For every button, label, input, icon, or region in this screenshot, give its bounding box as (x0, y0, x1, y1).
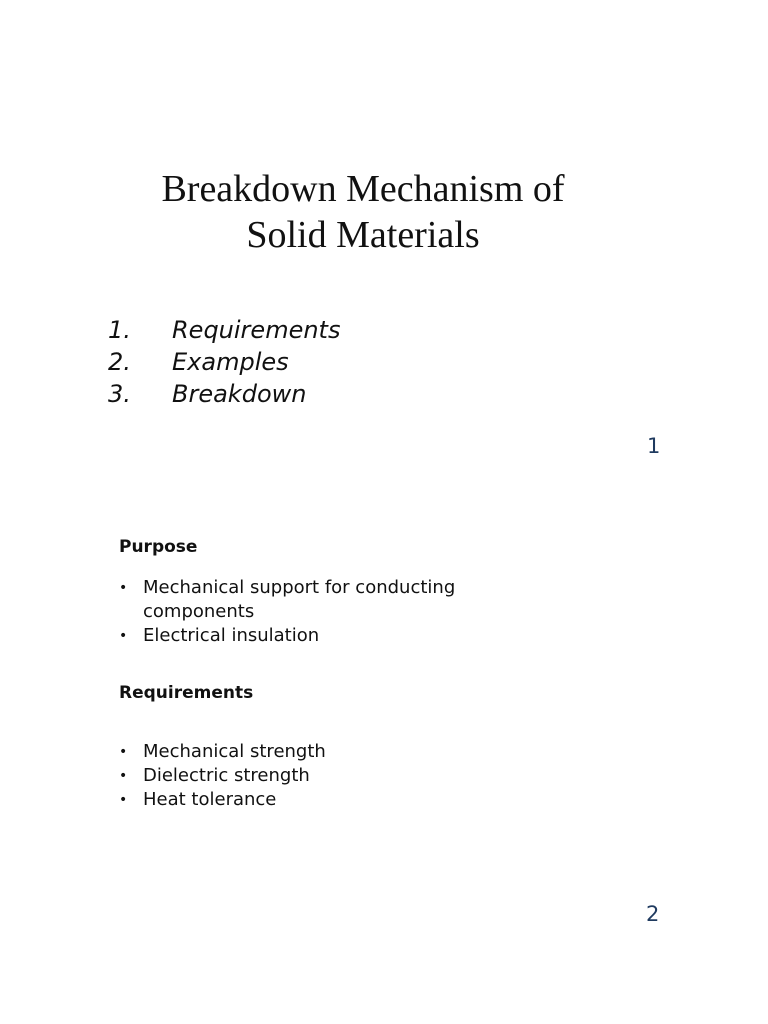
outline-item (108, 378, 340, 410)
page-number: 2 (646, 902, 660, 926)
outline-number: 2. (108, 348, 131, 376)
requirements-heading: Requirements (119, 683, 254, 703)
purpose-heading: Purpose (119, 537, 198, 557)
slide-1 (0, 0, 768, 480)
page-number: 1 (647, 434, 661, 458)
outline-list (108, 314, 340, 410)
purpose-list (119, 576, 539, 648)
requirements-list (119, 740, 326, 812)
bullet-item: • Electrical insulation (119, 624, 539, 648)
outline-item (108, 346, 340, 378)
outline-number: 1. (108, 316, 131, 344)
bullet-item: • Dielectric strength (119, 764, 326, 788)
bullet-item: • Mechanical strength (119, 740, 326, 764)
outline-item (108, 314, 340, 346)
outline-label: Examples (172, 348, 289, 376)
slide-title (0, 166, 726, 258)
outline-label: Requirements (172, 316, 341, 344)
title-line-2: Solid Materials (246, 214, 480, 256)
bullet-item: • Mechanical support for conducting components (119, 576, 539, 624)
title-line-1: Breakdown Mechanism of (161, 168, 565, 210)
outline-label: Breakdown (172, 380, 307, 408)
slide-2 (0, 480, 768, 1024)
outline-number: 3. (108, 380, 131, 408)
bullet-item: • Heat tolerance (119, 788, 326, 812)
